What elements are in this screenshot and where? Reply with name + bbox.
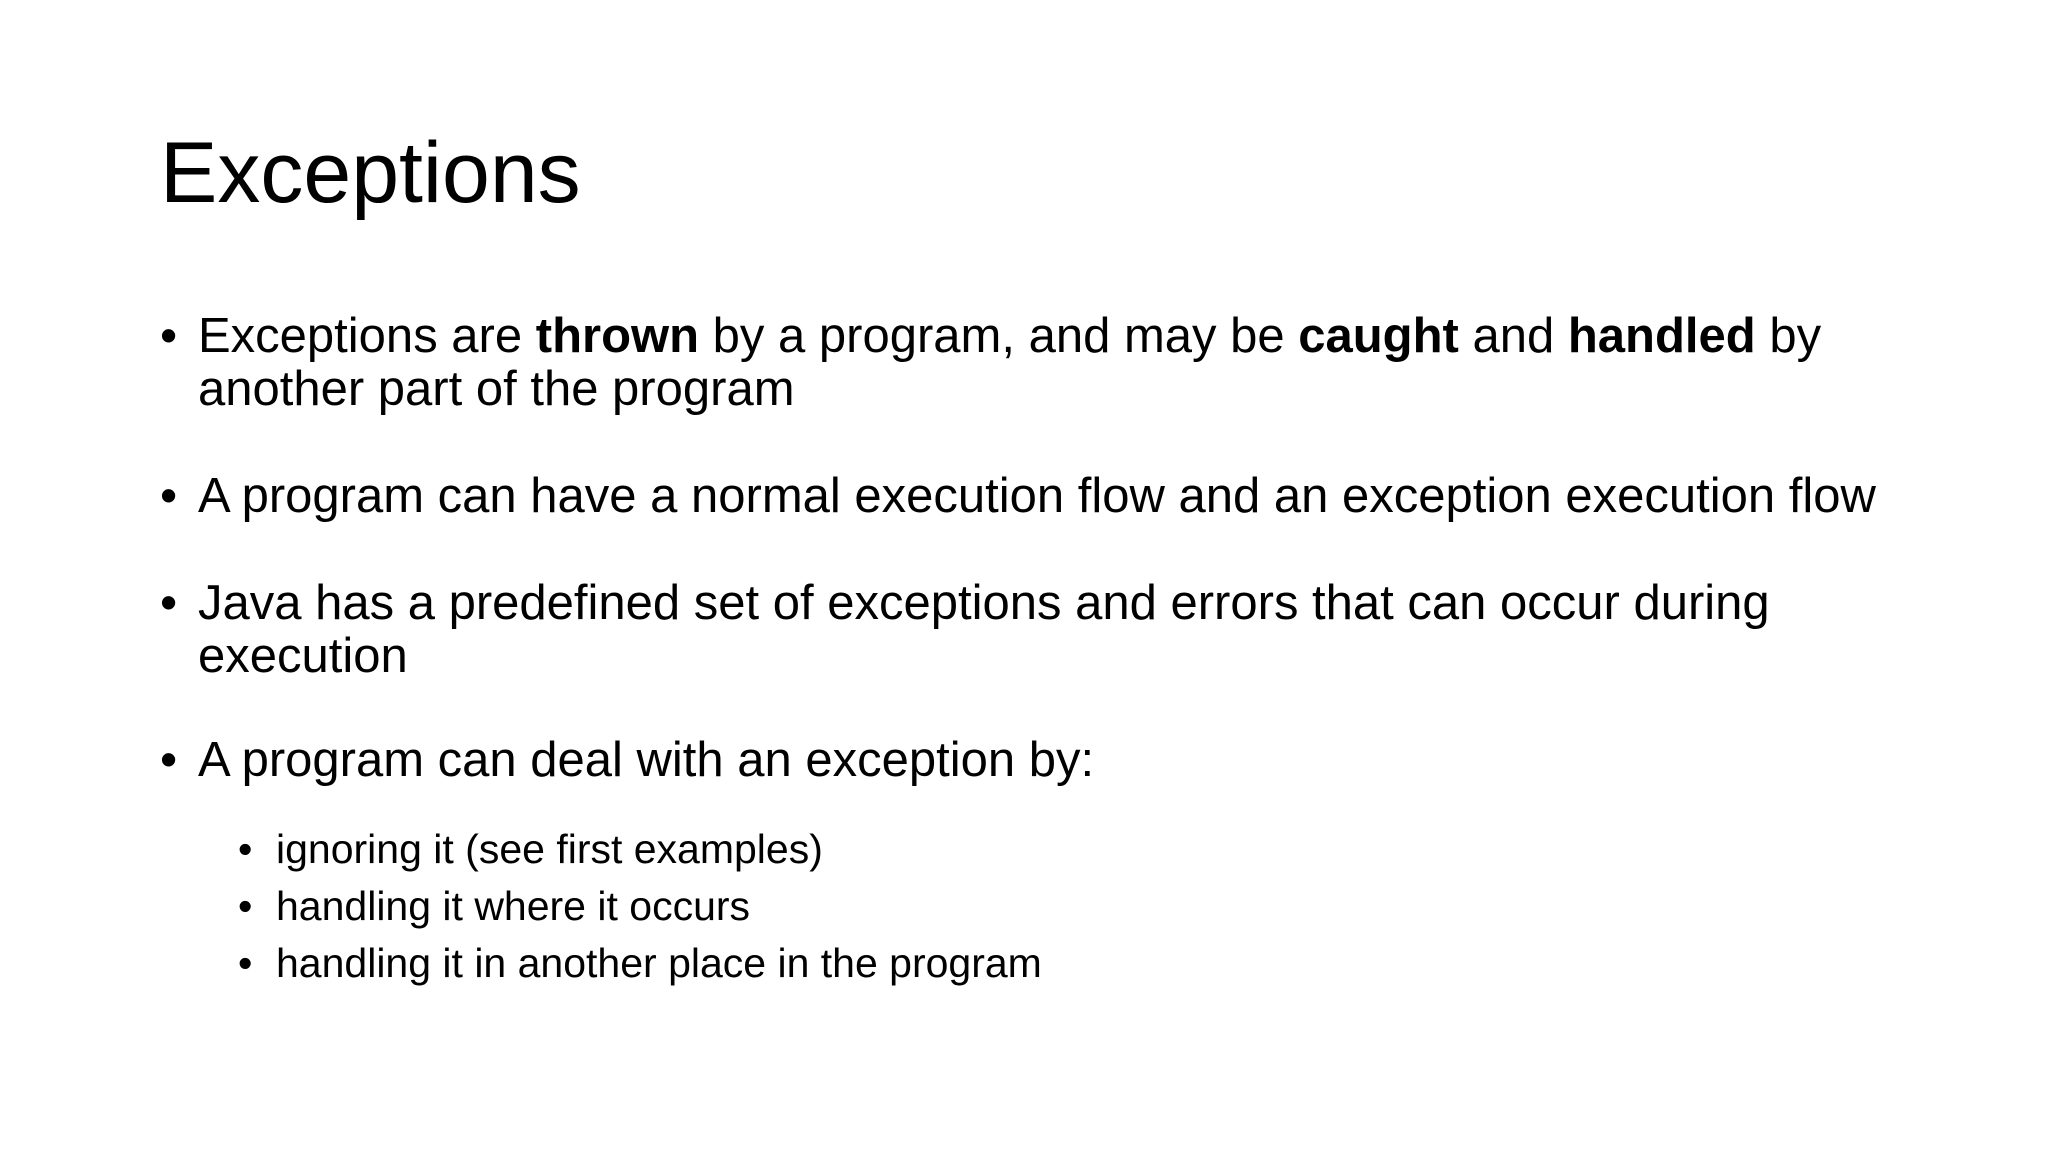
bullet-text: A program can have a normal execution flow and an exception execution flow (198, 469, 1876, 523)
emphasis-caught: caught (1298, 309, 1459, 363)
bullet-text-segment: by another part of the program (198, 309, 1822, 416)
bullet-text: Java has a predefined set of exceptions and errors that can occur during execution (198, 576, 1770, 683)
bullet-text-segment: Exceptions are (198, 309, 536, 363)
bullet-text-segment: by a program, and may be (699, 309, 1299, 363)
bullet-item-1 (160, 310, 1880, 416)
slide-body (160, 310, 1880, 992)
emphasis-thrown: thrown (535, 309, 700, 363)
bullet-dot: • (160, 576, 178, 630)
sub-bullet-item-3 (238, 935, 1880, 992)
bullet-dot: • (160, 733, 178, 787)
sub-bullet-dot: • (238, 940, 253, 986)
sub-bullet-item-1 (238, 821, 1880, 878)
sub-bullet-text: ignoring it (see first examples) (276, 826, 823, 872)
sub-bullet-dot: • (238, 826, 253, 872)
bullet-text-segment: and (1458, 309, 1568, 363)
sub-bullet-item-2 (238, 878, 1880, 935)
bullet-item-2 (160, 470, 1880, 523)
sub-bullet-text: handling it where it occurs (276, 883, 751, 929)
slide-title: Exceptions (160, 125, 581, 221)
bullet-item-4 (160, 734, 1880, 787)
sub-bullet-list (160, 821, 1880, 992)
emphasis-handled: handled (1567, 309, 1756, 363)
bullet-dot: • (160, 309, 178, 363)
sub-bullet-dot: • (238, 883, 253, 929)
bullet-text: A program can deal with an exception by: (198, 733, 1095, 787)
bullet-item-3 (160, 577, 1880, 683)
bullet-dot: • (160, 469, 178, 523)
sub-bullet-text: handling it in another place in the program (276, 940, 1042, 986)
